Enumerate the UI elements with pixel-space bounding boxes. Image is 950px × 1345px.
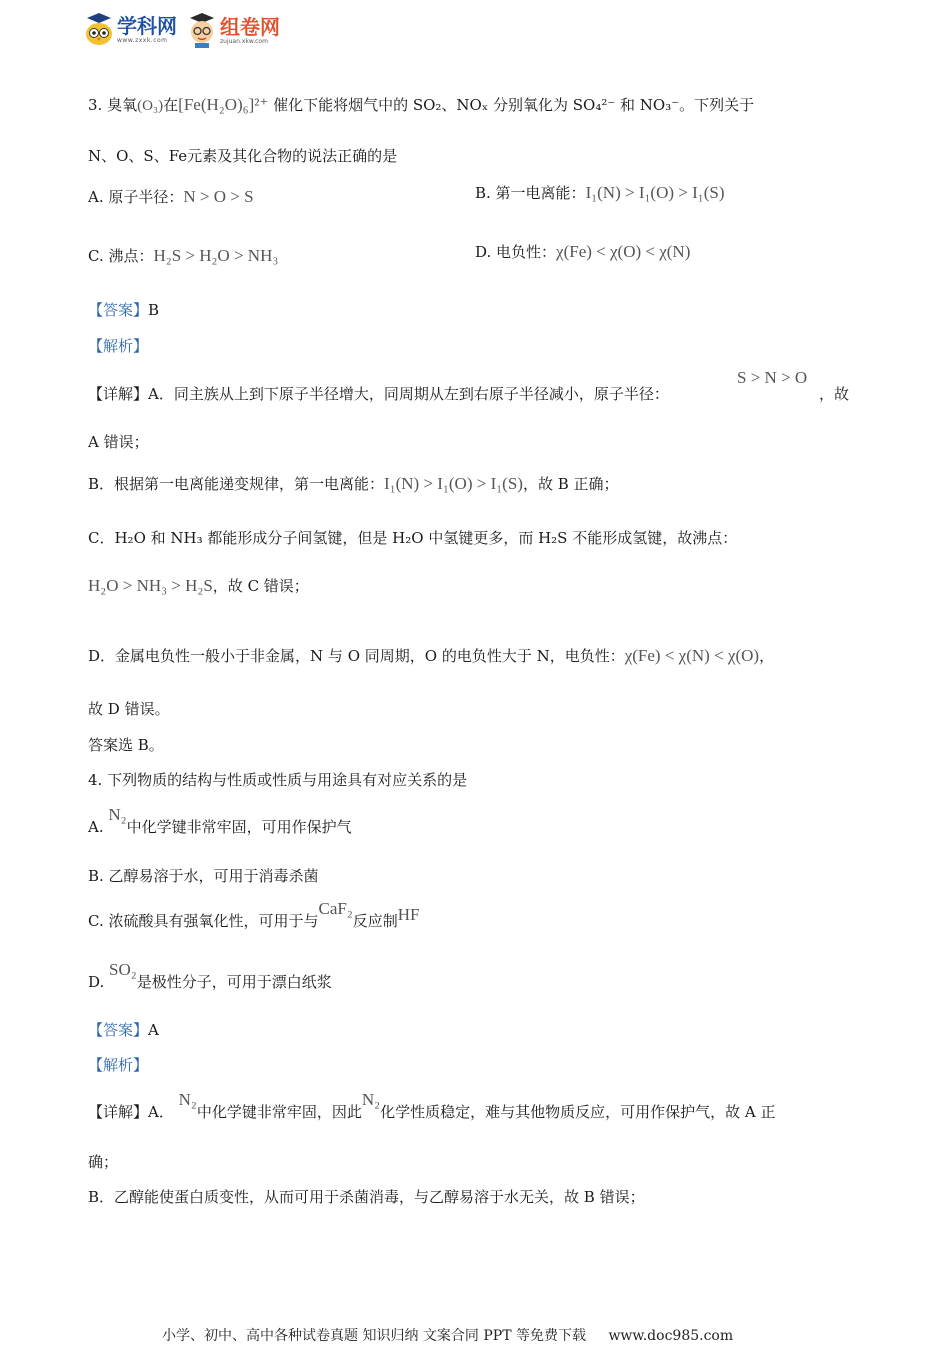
q3-detail-c-line1: C．H₂O 和 NH₃ 都能形成分子间氢键，但是 H₂O 中氢键更多，而 H₂S 不能形成氢键，故沸点： [88, 529, 738, 547]
q3-option-a [88, 186, 254, 207]
logo1-sub: www.zxxk.com [117, 36, 168, 44]
q3-detail-a-text: 【详解】A．同主族从上到下原子半径增大，同周期从左到右原子半径减小，原子半径： [88, 385, 669, 403]
q4-option-c-pre: C. 浓硫酸具有强氧化性，可用于与 [88, 912, 319, 930]
q3-option-d-label: D. 电负性： [475, 243, 557, 261]
q3-answer-value: B [148, 301, 160, 319]
logo1-text: 学科网 [117, 13, 177, 38]
q4-option-c-math2: HF [397, 905, 420, 924]
student-mascot-icon [187, 12, 217, 48]
owl-mascot-icon [84, 12, 114, 46]
q3-detail-d-line1 [88, 645, 774, 666]
q4-option-c-mid: 反应制 [352, 912, 398, 930]
q3-detail-b-tail: ，故 B 正确； [522, 475, 619, 493]
q4-detail-a-math2: N₂ [361, 1090, 381, 1109]
footer-text: 小学、初中、高中各种试卷真题 知识归纳 文案合同 PPT 等免费下载 [162, 1328, 586, 1344]
q4-answer-value: A [148, 1021, 159, 1039]
q3-option-b-math: I₁(N) > I₁(O) > I₁(S) [585, 183, 725, 202]
logo2-text: 组卷网 [220, 14, 280, 39]
q3-detail-c-line2 [88, 575, 309, 596]
q4-option-a [88, 805, 352, 837]
q4-option-c [88, 899, 420, 931]
q3-stem-p1: 3. 臭氧 [88, 96, 138, 114]
q4-answer-tag: 【答案】 [88, 1021, 149, 1039]
q4-option-d-math: SO₂ [109, 960, 137, 979]
q4-detail-b: B．乙醇能使蛋白质变性，从而可用于杀菌消毒，与乙醇易溶于水无关，故 B 错误； [88, 1188, 645, 1206]
q3-detail-b-math: I₁(N) > I₁(O) > I₁(S) [384, 474, 523, 493]
q3-detail-a-tail: ，故 [819, 385, 850, 403]
q3-stem-line2: N、O、S、Fe元素及其化合物的说法正确的是 [88, 147, 398, 165]
q3-detail-b-text: B．根据第一电离能递变规律，第一电离能： [88, 475, 385, 493]
logo-zujuanwang [187, 12, 280, 48]
q3-option-c-math: H₂S > H₂O > NH₃ [153, 246, 279, 265]
q4-option-c-math1: CaF₂ [318, 899, 353, 918]
q3-option-b-label: B. 第一电离能： [475, 184, 586, 202]
q3-detail-c-tail: ，故 C 错误； [212, 577, 309, 595]
q3-detail-b [88, 473, 619, 494]
q3-stem-p2: 在 [163, 96, 179, 114]
q4-analysis-tag: 【解析】 [88, 1056, 149, 1074]
q3-conclusion: 答案选 B。 [88, 736, 164, 754]
q4-option-a-math: N₂ [108, 805, 127, 824]
logo-xuekewang [84, 12, 177, 46]
q3-detail-a-line1 [88, 383, 669, 404]
q4-detail-a-line2: 确； [88, 1153, 119, 1171]
q3-detail-d-line2: 故 D 错误。 [88, 700, 170, 718]
q3-detail-d-text: D．金属电负性一般小于非金属，N 与 O 同周期，O 的电负性大于 N，电负性： [88, 647, 625, 665]
q3-stem-o3: (O₃) [137, 98, 164, 114]
q3-option-d [475, 241, 690, 262]
q4-detail-a-pre: 【详解】A． [88, 1103, 174, 1121]
logo2-sub: zujuan.xkw.com [220, 37, 268, 45]
q3-option-a-math: N > O > S [183, 187, 254, 206]
q4-option-b: B. 乙醇易溶于水，可用于消毒杀菌 [88, 867, 319, 885]
q3-detail-d-tail: ， [759, 647, 775, 665]
q4-option-d-text: 是极性分子，可用于漂白纸浆 [136, 973, 332, 991]
footer-url[interactable]: www.doc985.com [608, 1328, 734, 1344]
q3-answer [88, 299, 159, 320]
q4-option-a-text: 中化学键非常牢固，可用作保护气 [126, 818, 352, 836]
footer [162, 1325, 733, 1345]
q3-option-a-label: A. 原子半径： [88, 188, 184, 206]
q3-analysis-tag: 【解析】 [88, 337, 149, 355]
q3-detail-a-math-text: S > N > O [737, 368, 808, 387]
q3-option-c [88, 245, 278, 266]
q4-detail-a-line1 [88, 1090, 776, 1122]
q4-detail-a-mid: 中化学键非常牢固，因此 [196, 1103, 362, 1121]
q3-detail-d-math: χ(Fe) < χ(N) < χ(O) [624, 646, 760, 665]
q3-answer-tag: 【答案】 [88, 301, 149, 319]
q3-stem-p3: 催化下能将烟气中的 SO₂、NOₓ 分别氧化为 SO₄²⁻ 和 NO₃⁻。下列关于 [273, 96, 755, 114]
q3-option-c-label: C. 沸点： [88, 247, 154, 265]
q3-detail-a-math [737, 368, 807, 388]
q3-stem-complex: [Fe(H₂O)₆]²⁺ [178, 95, 269, 114]
q4-answer [88, 1019, 159, 1040]
header-logos [84, 12, 280, 48]
q4-detail-a-tail: 化学性质稳定，难与其他物质反应，可用作保护气，故 A 正 [380, 1103, 776, 1121]
q3-option-d-math: χ(Fe) < χ(O) < χ(N) [556, 242, 691, 261]
q3-stem-line1 [88, 94, 754, 115]
q4-detail-a-math1: N₂ [178, 1090, 197, 1109]
q4-option-a-pre: A. [88, 818, 104, 836]
q3-detail-a-line2: A 错误； [88, 433, 149, 451]
q3-option-b [475, 182, 724, 203]
q4-option-d [88, 960, 332, 992]
q3-detail-c-math: H₂O > NH₃ > H₂S [88, 576, 213, 595]
q4-option-d-pre: D. [88, 973, 105, 991]
q4-stem: 4. 下列物质的结构与性质或性质与用途具有对应关系的是 [88, 771, 468, 789]
